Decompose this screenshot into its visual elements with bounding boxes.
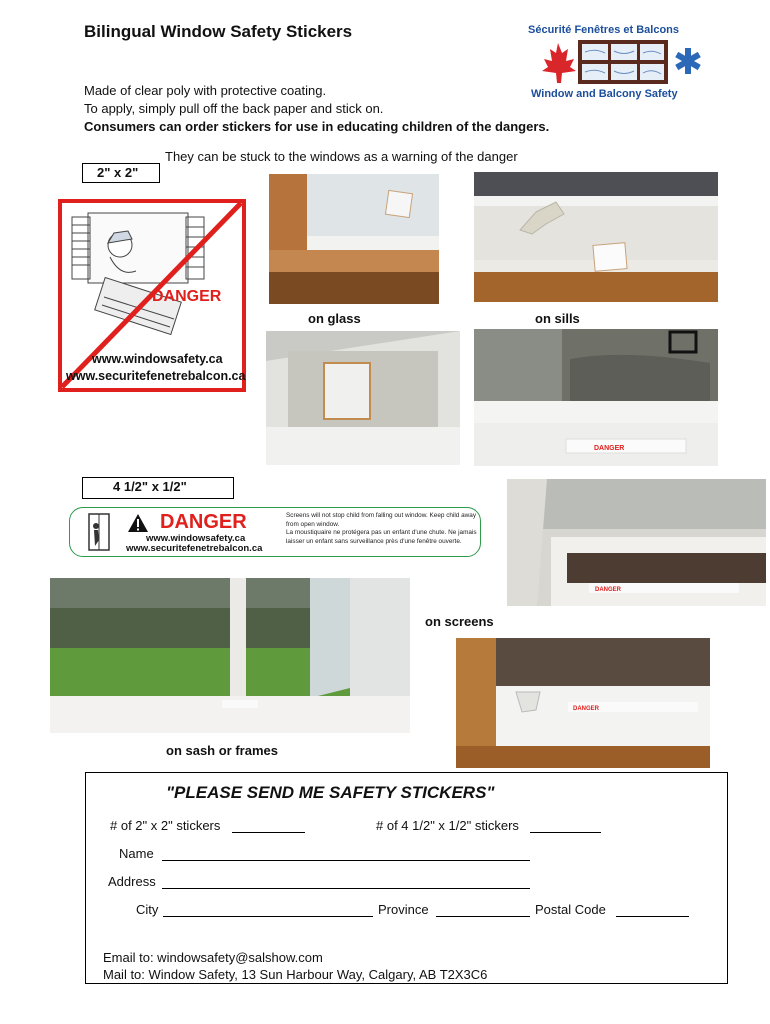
long-sticker-url-1: www.windowsafety.ca	[146, 533, 246, 544]
maple-leaf-icon	[542, 43, 576, 83]
caption-on-sash: on sash or frames	[166, 743, 278, 758]
order-form-heading: "PLEASE SEND ME SAFETY STICKERS"	[166, 783, 495, 802]
logo-graphic	[540, 37, 710, 87]
address-field[interactable]	[162, 888, 530, 889]
caption-on-screens: on screens	[425, 614, 494, 629]
photo-sticker-danger: DANGER	[594, 445, 625, 452]
province-field[interactable]	[436, 916, 530, 917]
long-sticker-danger: DANGER	[160, 511, 247, 533]
qty-long-label: # of 4 1/2" x 1/2" stickers	[376, 818, 519, 833]
address-label: Address	[108, 874, 156, 889]
page-title: Bilingual Window Safety Stickers	[84, 22, 353, 41]
photo-sticker-on-screen	[507, 479, 766, 606]
photo-sticker-on-sills	[474, 172, 718, 302]
long-sticker-message-fr: La moustiquaire ne protégera pas un enfant d'une chute. Ne jamais laisser un enfant sans surveillance près d'une fenêtre ouverte.	[286, 529, 477, 545]
photo-sticker-glass-corner	[266, 331, 460, 465]
qty-small-label: # of 2" x 2" stickers	[110, 818, 221, 833]
stuck-caption: They can be stuck to the windows as a warning of the danger	[165, 149, 518, 164]
caption-on-sills: on sills	[535, 311, 580, 326]
name-label: Name	[119, 846, 154, 861]
long-sticker-message	[286, 512, 478, 546]
size-label-long: 4 1/2" x 1/2"	[82, 477, 234, 499]
caption-on-glass: on glass	[308, 311, 361, 326]
logo-french-text: Sécurité Fenêtres et Balcons	[528, 24, 680, 36]
photo-sticker-on-sash	[50, 578, 410, 733]
province-label: Province	[378, 902, 429, 917]
email-line: Email to: windowsafety@salshow.com	[103, 950, 323, 965]
window-child-icon	[86, 512, 112, 552]
qty-long-field[interactable]	[530, 832, 601, 833]
photo-sticker-sill-label	[474, 329, 718, 466]
intro-line-1: Made of clear poly with protective coating.	[84, 83, 327, 98]
size-label-2x2: 2" x 2"	[82, 163, 160, 183]
long-sticker-url-2: www.securitefenetrebalcon.ca	[126, 543, 263, 554]
square-sticker-url-2: www.securitefenetrebalcon.ca	[66, 369, 246, 383]
city-field[interactable]	[163, 916, 373, 917]
intro-text	[84, 82, 549, 136]
square-sticker-danger: DANGER	[152, 288, 222, 305]
logo-english-text: Window and Balcony Safety	[531, 88, 678, 100]
photo-sticker-on-glass	[269, 174, 439, 304]
photo-sticker-on-frame	[456, 638, 710, 768]
city-label: City	[136, 902, 159, 917]
long-sticker-message-en: Screens will not stop child from falling out window. Keep child away from open window.	[286, 512, 477, 528]
qty-small-field[interactable]	[232, 832, 305, 833]
warning-triangle-icon	[127, 513, 149, 533]
mail-line: Mail to: Window Safety, 13 Sun Harbour Way, Calgary, AB T2X3C6	[103, 967, 488, 982]
frame-photo-danger: DANGER	[573, 706, 600, 712]
intro-line-3: Consumers can order stickers for use in educating children of the dangers.	[84, 119, 550, 134]
intro-line-2: To apply, simply pull off the back paper and stick on.	[84, 101, 384, 116]
postal-code-label: Postal Code	[535, 902, 606, 917]
square-sticker-url-1: www.windowsafety.ca	[92, 352, 223, 366]
star-of-life-icon	[675, 48, 701, 74]
postal-code-field[interactable]	[616, 916, 689, 917]
screen-photo-danger: DANGER	[595, 587, 622, 593]
name-field[interactable]	[162, 860, 530, 861]
